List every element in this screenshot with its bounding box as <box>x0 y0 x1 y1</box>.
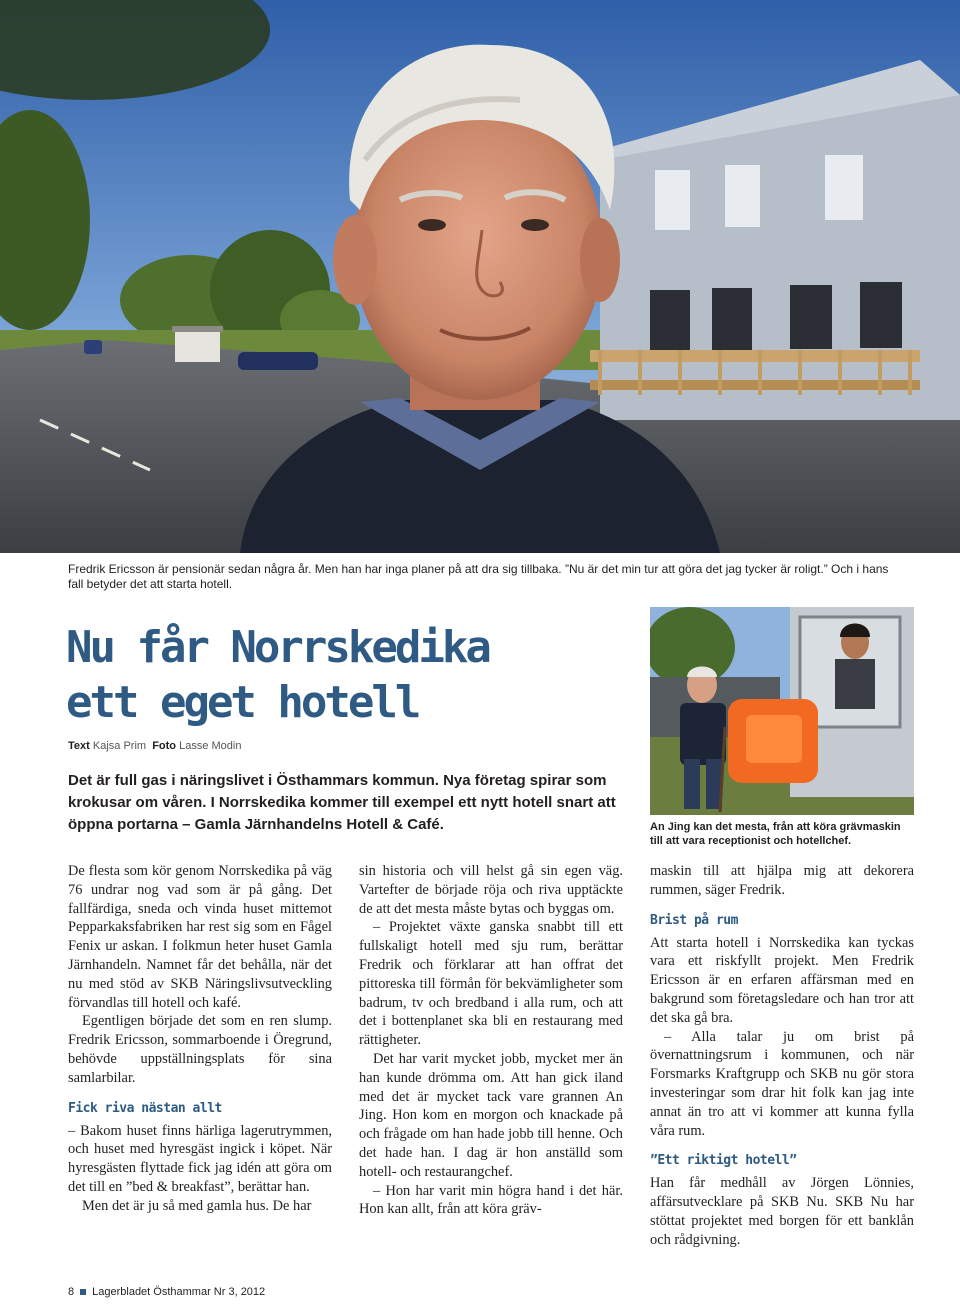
byline <box>68 740 241 752</box>
paragraph: Egentligen började det som en ren slump. Fredrik Ericsson, sommarboende i Öregrund, behövde uppställningsplats för sina samlarbilar. <box>68 1013 332 1086</box>
hero-photo <box>0 0 960 553</box>
article-title <box>66 620 489 730</box>
square-bullet-icon <box>80 1289 86 1295</box>
article-title-line-1: Nu får Norrskedika <box>66 622 489 673</box>
body-column-1 <box>68 862 332 1216</box>
byline-photo-label: Foto <box>152 740 177 752</box>
side-photo-illustration <box>650 607 914 815</box>
byline-photographer: Lasse Modin <box>179 740 242 752</box>
publication-name: Lagerbladet Östhammar Nr 3, 2012 <box>92 1286 266 1298</box>
hero-photo-illustration <box>0 0 960 553</box>
paragraph: – Alla talar ju om brist på övernattningsrum i kommunen, och när Forsmarks Kraftgrupp och SKB nu gör stora investeringar som drar hit folk kan jag inte annat än tro att vi kommer att kunna fylla våra rum. <box>650 1028 914 1139</box>
paragraph: maskin till att hjälpa mig att dekorera rummen, säger Fredrik. <box>650 863 914 898</box>
paragraph: Han får medhåll av Jörgen Lönnies, affärsutvecklare på SKB Nu. SKB Nu har stöttat projektet med borgen för ett banklån och rådgivning. <box>650 1175 914 1248</box>
side-photo-caption: An Jing kan det mesta, från att köra grävmaskin till att vara receptionist och hotellchef. <box>650 821 901 847</box>
paragraph: sin historia och vill helst gå sin egen väg. Vartefter de började röja och riva upptäckte de att det mesta måste bytas och byggas om. <box>359 863 623 917</box>
page-number: 8 <box>68 1286 75 1298</box>
article-lead: Det är full gas i näringslivet i Östhammars kommun. Nya företag spirar som krokusar om våren. I Norrskedika kommer till exempel ett nytt hotell snart att öppna portarna – Gamla Järnhandelns Hotell & Café. <box>68 772 616 833</box>
body-column-3 <box>650 862 914 1250</box>
paragraph: – Bakom huset finns härliga lagerutrymmen, och huset med hyresgäst ingick i köpet. När hyresgästen flyttade fick jag idén att göra om det till en ”bed & breakfast”, berättar han. <box>68 1122 332 1195</box>
hero-photo-caption: Fredrik Ericsson är pensionär sedan några år. Men han har inga planer på att dra sig tillbaka. ”Nu är det min tur att göra det jag tycker är roligt.” Och i hans fall betyder det att starta hotell. <box>68 562 889 591</box>
byline-text-label: Text <box>68 740 90 752</box>
paragraph: De flesta som kör genom Norrskedika på väg 76 undrar nog vad som är på gång. Det fallfärdiga, sneda och vinda huset mittemot Pepparkaksfabriken har rest sig som en Fågel Fenix ur askan. I folkmun heter huset Gamla Järnhandeln. Namnet får det behålla, när det nu med stöd av SKB Näringslivsutveckling förvandlas till hotell och kafé. <box>68 863 332 1011</box>
paragraph: – Projektet växte ganska snabbt till ett fullskaligt hotell med sju rum, berättar Fredrik och förklarar att han offrat det pittoreska till förmån för bekvämligheter som badrum, tv och bredband i alla rum, och att det i bottenplanet ska bli en restaurang med rättigheter. <box>359 919 623 1049</box>
paragraph: – Hon har varit min högra hand i det här. Hon kan allt, från att köra gräv- <box>359 1182 623 1218</box>
paragraph: Det har varit mycket jobb, mycket mer än han kunde drömma om. Att han gick iland med det är mycket tack vare grannen An Jing. Hon kom en morgon och knackade på och frågade om han hade jobb till henne. Och det hade han. I dag är hon anställd som hotell- och restaurangchef. <box>359 1050 623 1180</box>
side-photo <box>650 607 914 815</box>
subheading: Brist på rum <box>650 912 738 928</box>
paragraph: Men det är ju så med gamla hus. De har <box>82 1197 312 1214</box>
subheading: Fick riva nästan allt <box>68 1100 222 1116</box>
byline-author: Kajsa Prim <box>92 740 147 752</box>
subheading: ”Ett riktigt hotell” <box>650 1153 797 1169</box>
article-title-line-2: ett eget hotell <box>66 677 419 728</box>
body-column-2 <box>359 862 623 1219</box>
page-footer <box>68 1286 265 1298</box>
paragraph: Att starta hotell i Norrskedika kan tyckas vara ett riskfyllt projekt. Men Fredrik Ericsson är en erfaren affärsman med en bakgrund som företagsledare och han tror att det ska gå bra. <box>650 934 914 1026</box>
